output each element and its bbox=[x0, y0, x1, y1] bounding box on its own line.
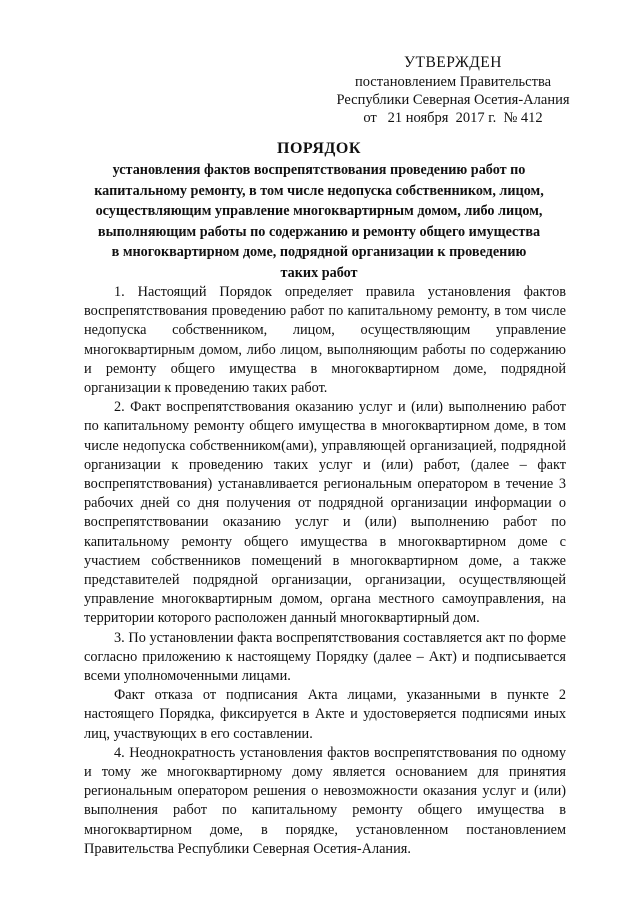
document-title-block bbox=[94, 138, 544, 283]
document-body bbox=[84, 283, 566, 859]
approval-heading: УТВЕРЖДЕН bbox=[404, 54, 502, 71]
approval-line-1: постановлением Правительства bbox=[354, 74, 552, 90]
document-subtitle: установления фактов воспрепятствования проведению работ по капитальному ремонту, в том числе недопуска собственником, лицом, осуществляющим управление многоквартирным домом, либо лицом, выполняющим работы по содержанию и ремонту общего имущества в многоквартирном доме, подрядной организации к проведению таких работ bbox=[94, 162, 544, 281]
approval-line-3: от 21 ноября 2017 г. № 412 bbox=[363, 110, 543, 126]
paragraph-1: 1. Настоящий Порядок определяет правила установления фактов воспрепятствования проведению работ по капитальному ремонту, в том числе недопуска собственником, лицом, осуществляющим управление многоквартирным домом, либо лицом, выполняющим работы по содержанию и ремонту общего имущества в многоквартирном доме, подрядной организации к проведению таких работ. bbox=[84, 284, 566, 397]
approval-line-2: Республики Северная Осетия-Алания bbox=[336, 92, 570, 108]
paragraph-3: 3. По установлении факта воспрепятствования составляется акт по форме согласно приложению к настоящему Порядку (далее – Акт) и подписывается всеми уполномоченными лицами. bbox=[84, 629, 566, 685]
paragraph-2: 2. Факт воспрепятствования оказанию услуг и (или) выполнению работ по капитальному ремонту общего имущества в многоквартирном доме, в том числе недопуска собственником(ами), управляющей организацией, подрядной организации к проведению таких услуг и (или) работ, (далее – факт воспрепятствования) устанавливается региональным оператором в течение 3 рабочих дней со дня получения от подрядной организации информации о воспрепятствовании оказанию услуг и (или) выполнению работ по капитальному ремонту общего имущества в многоквартирном доме с участием собственников помещений в многоквартирном доме, а также представителей подрядной организации, организации, осуществляющей управление многоквартирным домом, органа местного самоуправления, на территории которого расположен данный многоквартирный дом. bbox=[84, 399, 566, 627]
paragraph-4: Факт отказа от подписания Акта лицами, указанными в пункте 2 настоящего Порядка, фиксируется в Акте и удостоверяется подписями иных лиц, участвующих в его составлении. bbox=[84, 687, 566, 742]
paragraph-5: 4. Неоднократность установления фактов воспрепятствования по одному и тому же многоквартирному дому является основанием для принятия региональным оператором решения о невозможности оказания услуг и (или) выполнения работ по капитальному ремонту общего имущества в многоквартирном доме, в порядке, установленном постановлением Правительства Республики Северная Осетия-Алания. bbox=[84, 744, 566, 857]
approval-stamp bbox=[318, 54, 588, 127]
document-title: ПОРЯДОК bbox=[277, 140, 361, 157]
